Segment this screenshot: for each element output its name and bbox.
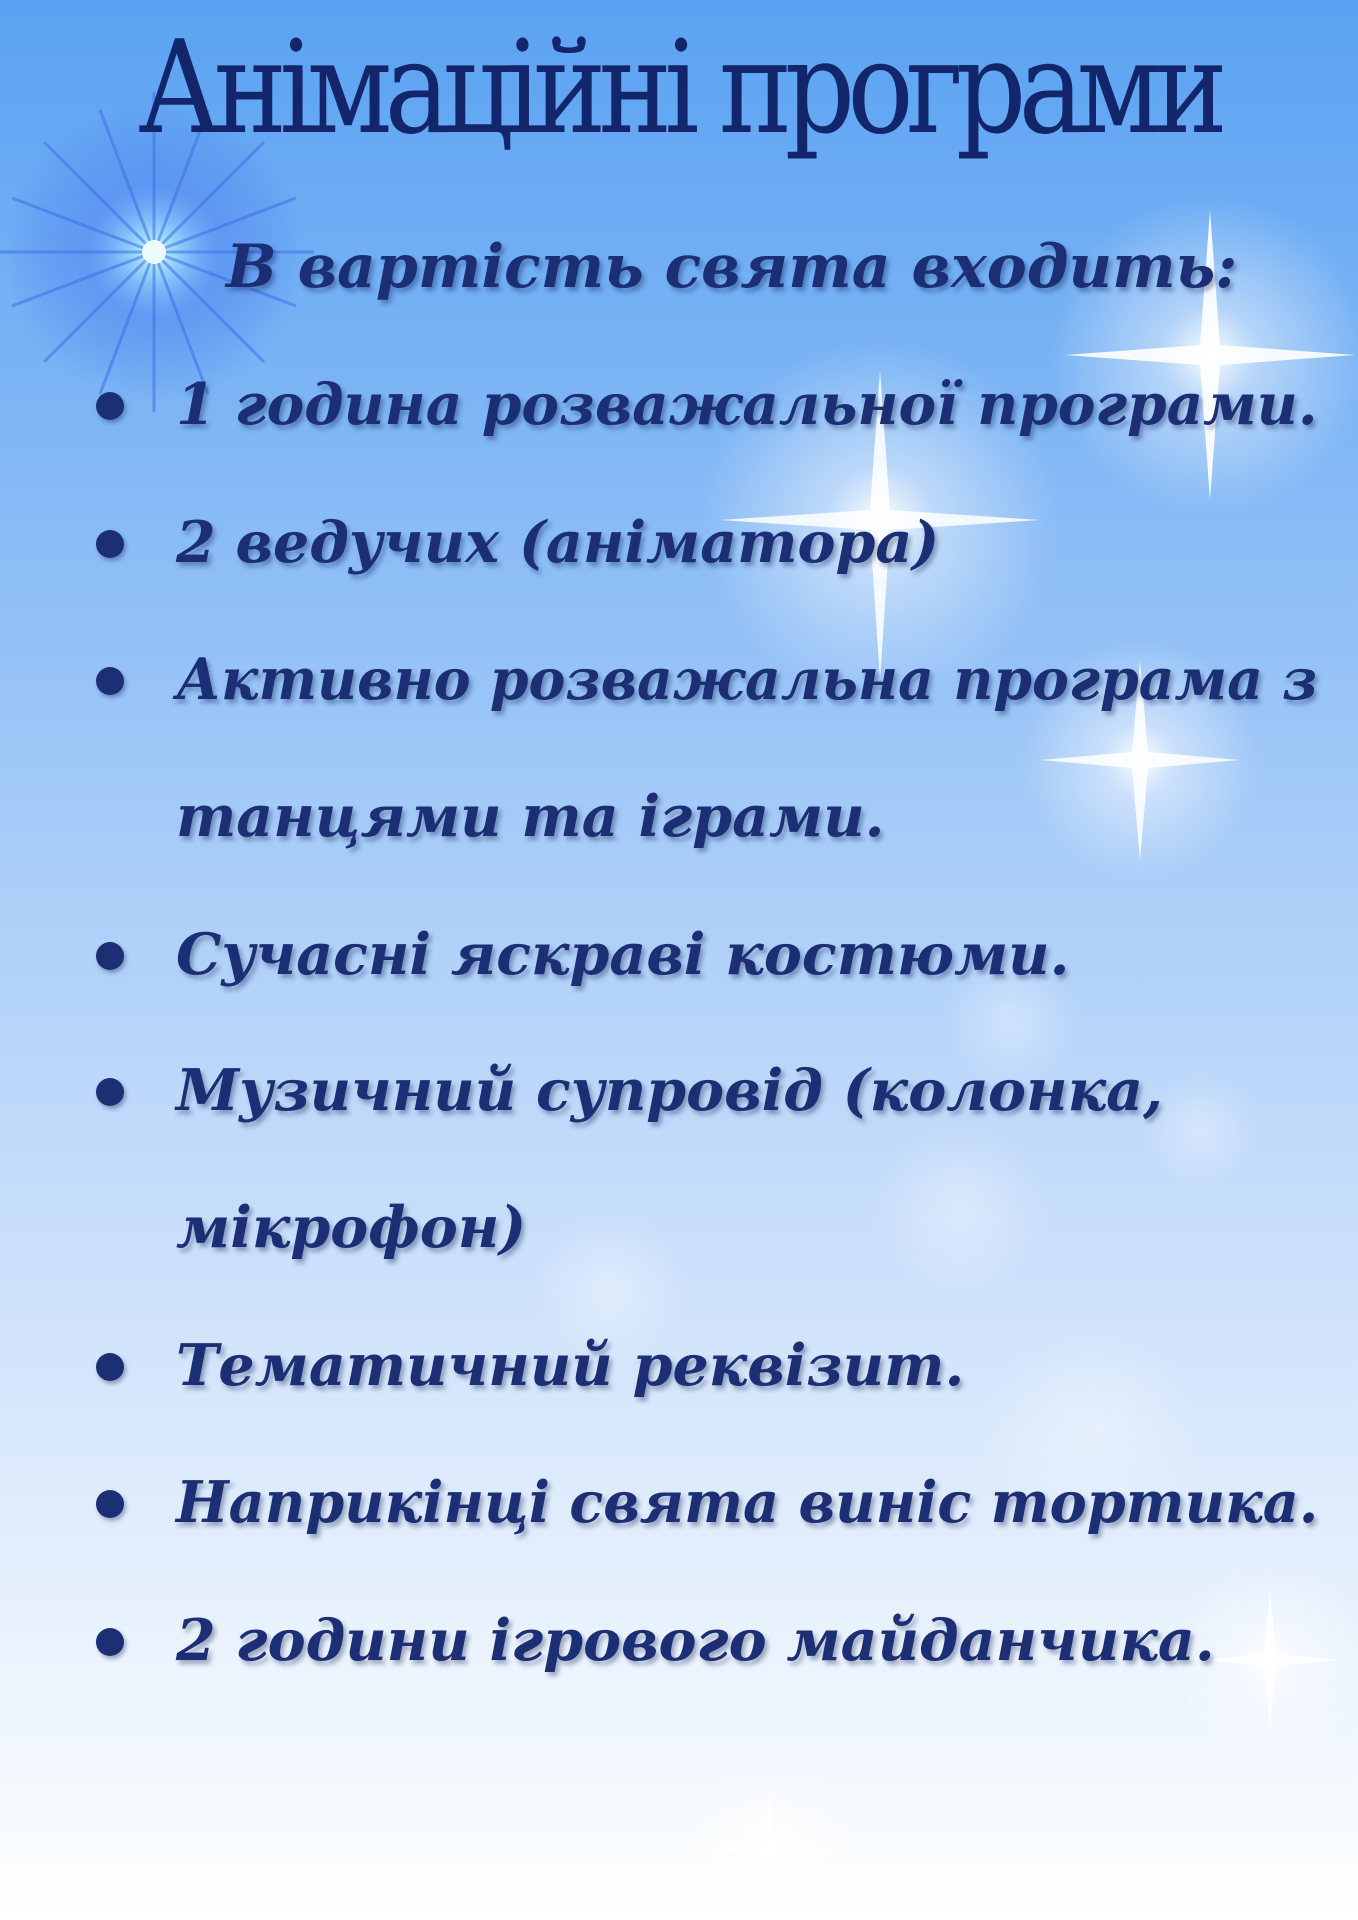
list-item-continuation: танцями та іграми. <box>176 783 885 850</box>
list-item-text: Тематичний реквізит. <box>176 1332 965 1399</box>
bullet-icon <box>96 942 124 970</box>
list-item-text: Музичний супровід (колонка, <box>176 1057 1163 1124</box>
list-item-text: 1 година розважальної програми. <box>176 371 1318 438</box>
list-item-text: Сучасні яскраві костюми. <box>176 921 1070 988</box>
page-title: Анімаційні програми <box>138 14 1220 163</box>
bullet-icon <box>96 667 124 695</box>
bullet-icon <box>96 1628 124 1656</box>
bullet-icon <box>96 1490 124 1518</box>
list-item-text: 2 години ігрового майданчика. <box>176 1607 1215 1674</box>
list-item-text: 2 ведучих (аніматора) <box>176 509 940 576</box>
bullet-icon <box>96 530 124 558</box>
list-item-continuation: мікрофон) <box>176 1194 527 1261</box>
bullet-icon <box>96 1353 124 1381</box>
subtitle: В вартість свята входить: <box>226 232 1238 302</box>
list-item-text: Активно розважальна програма з <box>176 646 1318 713</box>
bullet-icon <box>96 1078 124 1106</box>
list-item-text: Наприкінці свята винiс тортика. <box>176 1469 1319 1536</box>
bullet-icon <box>96 392 124 420</box>
